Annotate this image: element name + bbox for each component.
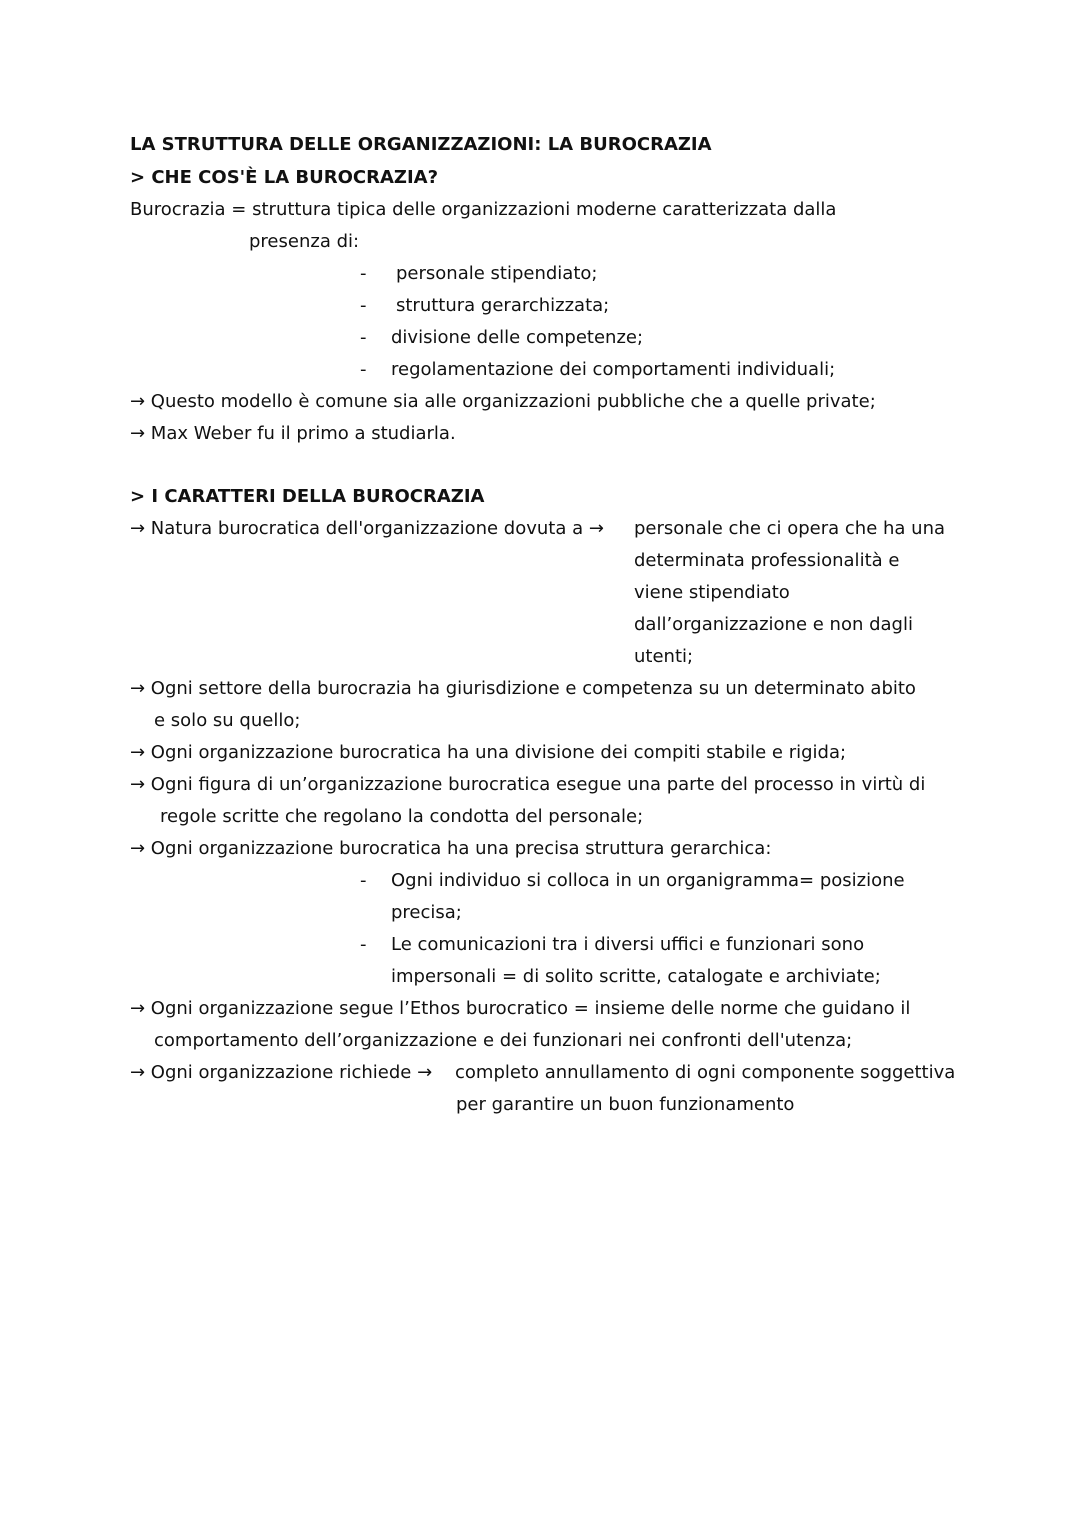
bullet-dash: - [360,934,367,955]
point-continuation: e solo su quello; [154,710,301,731]
point-line: → Ogni settore della burocrazia ha giurisdizione e competenza su un determinato abito [130,678,916,699]
list-item: divisione delle competenze; [391,327,644,348]
bullet-dash: - [360,295,367,316]
point-continuation: regole scritte che regolano la condotta del personale; [160,806,644,827]
section-heading-characteristics: > I CARATTERI DELLA BUROCRAZIA [130,486,485,507]
point-line: → Ogni figura di un’organizzazione burocratica esegue una parte del processo in virtù di [130,774,926,795]
point-continuation: utenti; [634,646,694,667]
point-continuation: completo annullamento di ogni componente soggettiva [455,1062,956,1083]
point-continuation: viene stipendiato [634,582,790,603]
list-item: regolamentazione dei comportamenti individuali; [391,359,836,380]
point-continuation: personale che ci opera che ha una [634,518,946,539]
sublist-continuation: precisa; [391,902,462,923]
point-continuation: determinata professionalità e [634,550,900,571]
point-line: → Ogni organizzazione burocratica ha una precisa struttura gerarchica: [130,838,772,859]
bullet-dash: - [360,359,367,380]
bullet-dash: - [360,263,367,284]
point-continuation: dall’organizzazione e non dagli [634,614,913,635]
point-continuation: per garantire un buon funzionamento [456,1094,795,1115]
definition-line: Burocrazia = struttura tipica delle organizzazioni moderne caratterizzata dalla [130,199,837,220]
point-line: → Ogni organizzazione richiede → [130,1062,433,1083]
note-line: → Questo modello è comune sia alle organizzazioni pubbliche che a quelle private; [130,391,876,412]
point-line: → Ogni organizzazione burocratica ha una divisione dei compiti stabile e rigida; [130,742,847,763]
point-line: → Ogni organizzazione segue l’Ethos burocratico = insieme delle norme che guidano il [130,998,911,1019]
bullet-dash: - [360,327,367,348]
sublist-item: Ogni individuo si colloca in un organigramma= posizione [391,870,905,891]
sublist-item: Le comunicazioni tra i diversi uffici e funzionari sono [391,934,865,955]
section-heading-definition: > CHE COS'È LA BUROCRAZIA? [130,167,439,188]
document-title: LA STRUTTURA DELLE ORGANIZZAZIONI: LA BUROCRAZIA [130,134,712,155]
point-continuation: comportamento dell’organizzazione e dei funzionari nei confronti dell'utenza; [154,1030,853,1051]
sublist-continuation: impersonali = di solito scritte, catalogate e archiviate; [391,966,881,987]
list-item: personale stipendiato; [396,263,598,284]
definition-line: presenza di: [249,231,360,252]
point-line: → Natura burocratica dell'organizzazione dovuta a → [130,518,604,539]
list-item: struttura gerarchizzata; [396,295,610,316]
note-line: → Max Weber fu il primo a studiarla. [130,423,456,444]
bullet-dash: - [360,870,367,891]
